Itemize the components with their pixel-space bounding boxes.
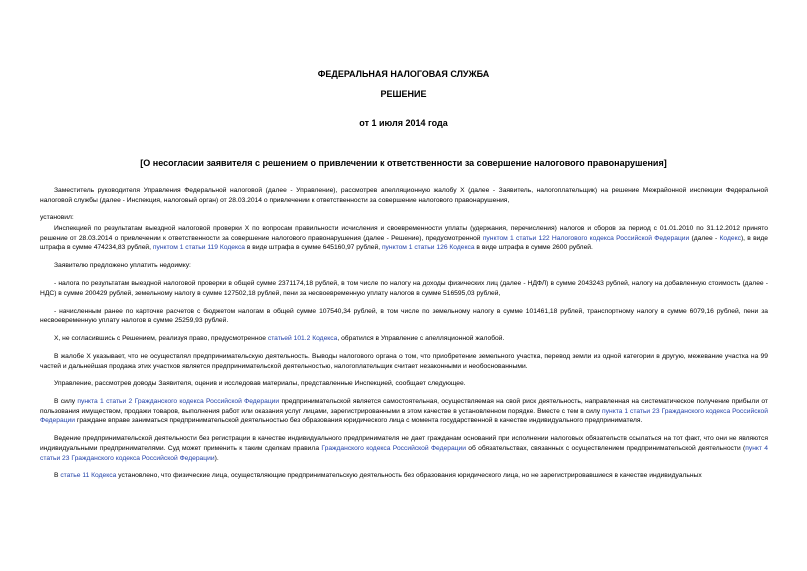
paragraph-review: Управление, рассмотрев доводы Заявителя, оценив и исследовав материалы, представленные Инспекцией, сообщает следующее. [54, 380, 466, 388]
document-type: РЕШЕНИЕ [380, 89, 427, 99]
paragraph-appeal [40, 334, 768, 344]
text-run: ). [214, 454, 219, 462]
paragraph-complaint: В жалобе X указывает, что не осуществлял предпринимательскую деятельность. Выводы налогового органа о том, что приобретение земельного участка, перевод земли из одной категории в другую, межевание участка на 99 частей и дальнейшая продажа этих участков является предпринимательской деятельностью, налогоплательщик считает незаконными и необоснованными. [40, 352, 768, 370]
document-subject: [О несогласии заявителя с решением о привлечении к ответственности за совершение налогового правонарушения] [140, 158, 667, 168]
link-gk-23-4[interactable]: пункт 4 статьи 23 Гражданского кодекса Российской Федерации [40, 444, 768, 462]
paragraph-civil-code-2 [40, 397, 768, 426]
text-run: в виде штрафа в сумме 2600 рублей. [474, 244, 593, 252]
document-body [40, 186, 768, 489]
paragraph-arrears-earlier: - начисленным ранее по карточке расчетов с бюджетом налогам в общей сумме 107540,34 рублей, в том числе по земельному налогу в сумме 101461,18 рублей, транспортному налогу в сумме 6079,16 рублей, пени за несвоевременную уплату налогов в сумме 25259,93 рублей. [40, 307, 768, 325]
text-run: (далее - [689, 234, 720, 242]
text-run: Ведение предпринимательской деятельности без регистрации в качестве индивидуального предпринимателя не дает гражданам оснований при исполнении налоговых обязательств ссылаться на тот факт, что они не являются индивидуальными предпринимателями. Суд может применить к таким сделкам правила [40, 435, 768, 452]
text-run: предпринимательской является самостоятельная, осуществляемая на свой риск деятельность, направленная на систематическое получение прибыли от пользования имуществом, продажи товаров, выполнения работ или оказания услуг лицами, зарегистрированными в этом качестве в установленном порядке. Вместе с тем в силу [40, 398, 768, 415]
text-run: В [54, 472, 61, 480]
paragraph-arrears-audit: - налога по результатам выездной налоговой проверки в общей сумме 2371174,18 рублей, в том числе по налогу на доходы физических лиц (далее - НДФЛ) в сумме 2043243 рублей, налогу на добавленную стоимость (далее - НДС) в сумме 200429 рублей, земельному налогу в сумме 127502,18 рублей, пени за несвоевременную уплату налогов в сумме 516595,03 рублей, [40, 280, 768, 297]
text-run: X, не согласившись с Решением, реализуя право, предусмотренное [54, 335, 268, 343]
link-gk-23[interactable]: пункта 1 статьи 23 Гражданского кодекса Российской Федерации [40, 407, 768, 425]
paragraph-established-label: установил: [40, 214, 74, 222]
text-run: , обратился в Управление с апелляционной жалобой. [337, 335, 505, 343]
text-run: об обязательствах, связанных с осуществлением предпринимательской деятельности ( [465, 444, 746, 452]
link-kodeks[interactable]: Кодекс [719, 234, 741, 242]
text-run: Инспекцией по результатам выездной налоговой проверки X по вопросам правильности исчисления и своевременности уплаты (удержания, перечисления) налогов и сборов за период с 01.01.2010 по 31.12.2012 принято решение от 28.03.2014 о привлечении к ответственности за совершение налогового правонарушения (далее - Решение), предусмотренной [40, 225, 768, 242]
link-nk-119[interactable]: пунктом 1 статьи 119 Кодекса [152, 244, 246, 252]
text-run: В силу [54, 398, 78, 406]
link-nk-126[interactable]: пунктом 1 статьи 126 Кодекса [381, 244, 475, 252]
link-gk[interactable]: Гражданского кодекса Российской Федерации [321, 444, 466, 452]
text-run: в виде штрафа в сумме 645160,97 рублей, [245, 244, 382, 252]
paragraph-unregistered-business [40, 434, 768, 463]
link-nk-11[interactable]: статье 11 Кодекса [60, 472, 117, 480]
paragraph-intro: Заместитель руководителя Управления Федеральной налоговой (далее - Управление), рассмотрев апелляционную жалобу X (далее - Заявитель, налогоплательщик) на решение Межрайонной инспекции Федеральной налоговой службы (далее - Инспекция, налоговый орган) от 28.03.2014 о привлечении к ответственности за совершение налогового правонарушения, [40, 187, 768, 204]
document-date: от 1 июля 2014 года [359, 118, 448, 128]
paragraph-arrears-intro: Заявителю предложено уплатить недоимку: [54, 262, 191, 270]
text-run: граждане вправе заниматься предпринимательской деятельностью без образования юридического лица с момента государственной в качестве индивидуального предпринимателя. [75, 417, 643, 425]
link-nk-122[interactable]: пунктом 1 статьи 122 Налогового кодекса Российской Федерации [482, 234, 690, 242]
text-run: установлено, что физические лица, осуществляющие предпринимательскую деятельность без образования юридического лица, но не зарегистрировавшиеся в качестве индивидуальных [116, 472, 702, 480]
paragraph-inspection-decision [40, 224, 768, 253]
agency-title: ФЕДЕРАЛЬНАЯ НАЛОГОВАЯ СЛУЖБА [317, 69, 490, 79]
paragraph-article-11 [40, 471, 768, 481]
link-gk-2[interactable]: пункта 1 статьи 2 Гражданского кодекса Российской Федерации [77, 398, 280, 406]
link-nk-101-2[interactable]: статьей 101.2 Кодекса [267, 335, 338, 343]
text-run: ), в виде штрафа в сумме 474234,83 рублей, [40, 234, 769, 252]
